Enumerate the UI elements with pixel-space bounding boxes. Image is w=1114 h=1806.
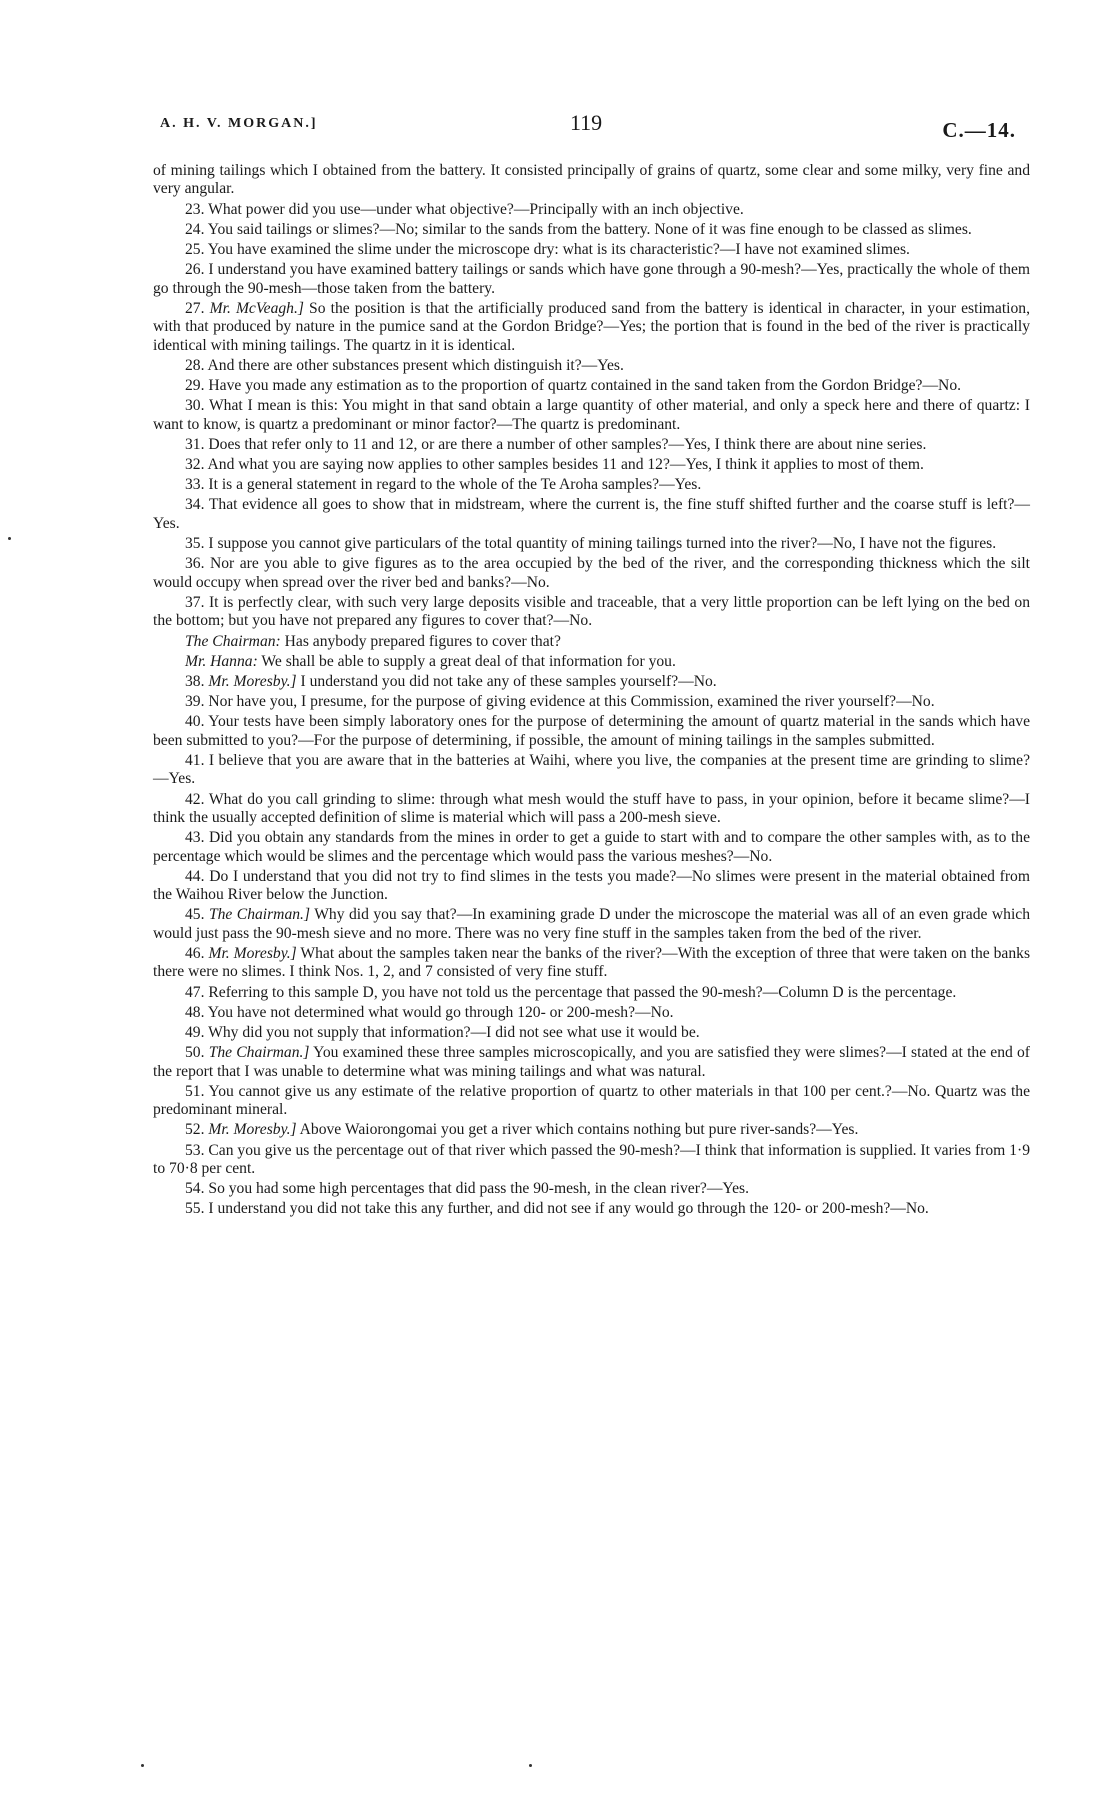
testimony-paragraph (153, 241, 1030, 259)
paragraph-text: 54. So you had some high percentages that did pass the 90-mesh, in the clean river?—Yes. (185, 1180, 750, 1198)
testimony-paragraph (153, 436, 1030, 454)
page-header (160, 112, 1016, 144)
testimony-paragraph (153, 693, 1030, 711)
testimony-paragraph (153, 868, 1030, 905)
page-number: 119 (570, 110, 603, 135)
speaker-name: Mr. Moresby.] (208, 1121, 297, 1139)
paragraph-text: Why did you say that?—In examining grade D under the microscope the material was all of an even grade which would just pass the 90-mesh sieve and no more. There was no very fine stuff in the samples taken from the bed of the river. (153, 906, 1031, 942)
paragraph-text: What about the samples taken near the banks of the river?—With the exception of three that were taken on the banks there were no slimes. I think Nos. 1, 2, and 7 consisted of very fine stuff. (153, 944, 1031, 981)
paragraph-text: 55. I understand you did not take this any further, and did not see if any would go through the 120- or 200-mesh?—No. (185, 1200, 929, 1218)
paragraph-text: 41. I believe that you are aware that in the batteries at Waihi, where you live, the companies at the present time are grinding to slime?—Yes. (153, 751, 1030, 788)
paragraph-text: 35. I suppose you cannot give particulars of the total quantity of mining tailings turned into the river?—No, I have not the figures. (185, 535, 997, 553)
paragraph-text: 30. What I mean is this: You might in that sand obtain a large quantity of other material, and only a speck here and there of quartz: I want to know, is quartz a predominant or minor factor?—The quartz is predominant. (153, 397, 1030, 433)
testimony-paragraph (153, 357, 1030, 375)
testimony-paragraph (153, 1024, 1030, 1042)
testimony-paragraph (153, 1142, 1030, 1179)
document-reference: C.—14. (942, 118, 1016, 142)
paragraph-text: 39. Nor have you, I presume, for the purpose of giving evidence at this Commission, examined the river yourself?—No. (185, 693, 935, 711)
speaker-name: Mr. Moresby.] (208, 944, 297, 962)
paragraph-text: 33. It is a general statement in regard to the whole of the Te Aroha samples?—Yes. (185, 476, 702, 494)
testimony-paragraph (153, 1083, 1030, 1120)
speaker-name: Mr. Hanna: (185, 652, 258, 670)
paragraph-text: Above Waiorongomai you get a river which contains nothing but pure river-sands?—Yes. (299, 1121, 859, 1139)
paragraph-text: 53. Can you give us the percentage out of that river which passed the 90-mesh?—I think that information is supplied. It varies from 1·9 to 70·8 per cent. (153, 1141, 1030, 1178)
paragraph-text: 44. Do I understand that you did not try to find slimes in the tests you made?—No slimes were present in the material obtained from the Waihou River below the Junction. (153, 867, 1030, 904)
paragraph-text: 43. Did you obtain any standards from the mines in order to get a guide to start with and to compare the other samples with, as to the percentage which would be slimes and the percentage which would pass the various meshes?—No. (153, 829, 1030, 865)
testimony-paragraph (153, 261, 1030, 298)
testimony-paragraph (153, 945, 1030, 982)
testimony-paragraph (153, 397, 1030, 434)
testimony-paragraph (153, 555, 1030, 592)
testimony-paragraph (153, 1121, 1030, 1139)
testimony-paragraph (153, 713, 1030, 750)
testimony-paragraph (153, 673, 1030, 691)
testimony-paragraph (153, 201, 1030, 219)
paragraph-text: 49. Why did you not supply that information?—I did not see what use it would be. (185, 1023, 700, 1041)
testimony-paragraph (153, 377, 1030, 395)
testimony-paragraph (153, 162, 1030, 199)
question-number: 46. (185, 944, 209, 962)
paragraph-text: So the position is that the artificially produced sand from the battery is identical in character, in your estimation, with that produced by nature in the pumice sand at the Gordon Bridge?—Yes; the portion that is found in the bed of the river is practically identical with mining tailings. The quartz in it is identical. (153, 299, 1030, 354)
speaker-name: Mr. Moresby.] (208, 672, 297, 690)
testimony-paragraph (153, 829, 1030, 866)
speaker-name: Mr. McVeagh.] (209, 299, 304, 317)
paragraph-text: 32. And what you are saying now applies to other samples besides 11 and 12?—Yes, I think it applies to most of them. (185, 456, 924, 474)
testimony-paragraph (153, 496, 1030, 533)
testimony-paragraph (153, 300, 1030, 355)
scan-speck (8, 537, 11, 540)
paragraph-text: 42. What do you call grinding to slime: through what mesh would the stuff have to pass, in your opinion, before it became slime?—I think the usually accepted definition of slime is material which will pass a 200-mesh sieve. (153, 790, 1030, 826)
testimony-paragraph (153, 1200, 1030, 1218)
paragraph-text: You examined these three samples microscopically, and you are satisfied they were slimes?—I stated at the end of the report that I was unable to determine what was mining tailings and what was natural. (153, 1044, 1031, 1080)
testimony-paragraph (153, 1180, 1030, 1198)
paragraph-text: 26. I understand you have examined battery tailings or sands which have gone through a 90-mesh?—Yes, practically the whole of them go through the 90-mesh—those taken from the battery. (153, 261, 1030, 297)
testimony-paragraph (153, 791, 1030, 828)
paragraph-text: 51. You cannot give us any estimate of the relative proportion of quartz to other materials in that 100 per cent.?—No. Quartz was the predominant mineral. (153, 1082, 1030, 1119)
scan-speck (141, 1764, 144, 1767)
paragraph-text: 23. What power did you use—under what objective?—Principally with an inch objective. (185, 200, 744, 218)
scan-speck (529, 1764, 532, 1767)
paragraph-text: 47. Referring to this sample D, you have not told us the percentage that passed the 90-mesh?—Column D is the percentage. (185, 983, 957, 1001)
paragraph-text: of mining tailings which I obtained from the battery. It consisted principally of grains of quartz, some clear and some milky, very fine and very angular. (153, 162, 1030, 198)
testimony-paragraph (153, 752, 1030, 789)
question-number: 38. (185, 672, 209, 690)
testimony-paragraph (153, 1044, 1030, 1081)
question-number: 27. (185, 299, 210, 317)
testimony-paragraph (153, 456, 1030, 474)
testimony-paragraph (153, 984, 1030, 1002)
testimony-paragraph (153, 594, 1030, 631)
speaker-name: The Chairman: (185, 632, 281, 650)
testimony-paragraph (153, 633, 1030, 651)
question-number: 45. (185, 906, 209, 924)
testimony-paragraph (153, 535, 1030, 553)
paragraph-text: I understand you did not take any of these samples yourself?—No. (300, 672, 717, 690)
testimony-body (153, 162, 1030, 1221)
paragraph-text: 24. You said tailings or slimes?—No; similar to the sands from the battery. None of it was fine enough to be classed as slimes. (185, 220, 972, 238)
paragraph-text: 25. You have examined the slime under the microscope dry: what is its characteristic?—I have not examined slimes. (185, 241, 910, 259)
paragraph-text: 48. You have not determined what would go through 120- or 200-mesh?—No. (185, 1003, 674, 1021)
paragraph-text: We shall be able to supply a great deal of that information for you. (261, 652, 676, 670)
speaker-name: The Chairman.] (208, 1044, 310, 1062)
paragraph-text: 37. It is perfectly clear, with such very large deposits visible and traceable, that a very little proportion can be left lying on the bed on the bottom; but you have not prepared any figures to cover that?—No. (153, 593, 1030, 630)
speaker-name: The Chairman.] (208, 906, 311, 924)
testimony-paragraph (153, 653, 1030, 671)
paragraph-text: 36. Nor are you able to give figures as to the area occupied by the bed of the river, and the corresponding thickness which the silt would occupy when spread over the river bed and banks?—No. (153, 555, 1030, 591)
paragraph-text: 40. Your tests have been simply laboratory ones for the purpose of determining the amount of quartz material in the sands which have been submitted to you?—For the purpose of determining, if possible, the amount of mining tailings in the samples submitted. (153, 713, 1030, 749)
paragraph-text: 28. And there are other substances present which distinguish it?—Yes. (185, 356, 624, 374)
paragraph-text: 34. That evidence all goes to show that in midstream, where the current is, the fine stuff shifted further and the coarse stuff is left?—Yes. (153, 496, 1030, 532)
paragraph-text: Has anybody prepared figures to cover that? (284, 632, 561, 650)
paragraph-text: 31. Does that refer only to 11 and 12, or are there a number of other samples?—Yes, I think there are about nine series. (185, 435, 927, 453)
testimony-paragraph (153, 1004, 1030, 1022)
question-number: 50. (185, 1044, 209, 1062)
testimony-paragraph (153, 906, 1030, 943)
question-number: 52. (185, 1121, 209, 1139)
testimony-paragraph (153, 476, 1030, 494)
paragraph-text: 29. Have you made any estimation as to the proportion of quartz contained in the sand taken from the Gordon Bridge?—No. (185, 377, 962, 395)
witness-name-header: A. H. V. MORGAN.] (160, 116, 318, 131)
testimony-paragraph (153, 221, 1030, 239)
